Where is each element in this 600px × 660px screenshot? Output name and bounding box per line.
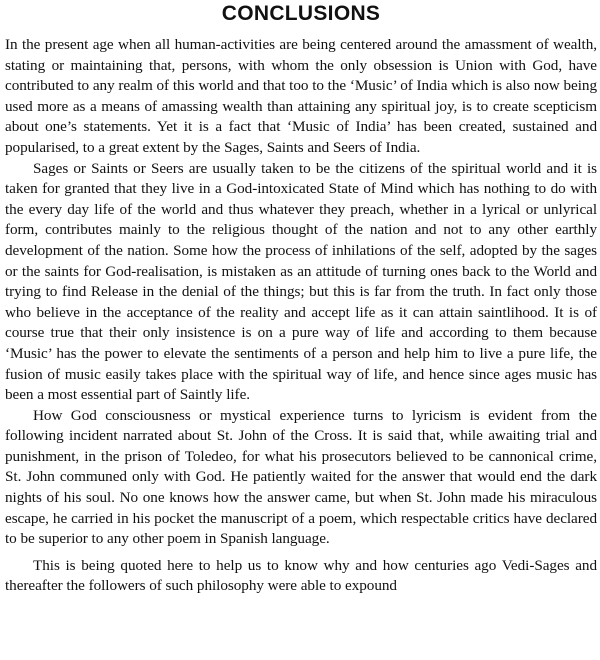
paragraph-4: This is being quoted here to help us to know why and how centuries ago Vedi-Sages and thereafter the followers of such philosophy were able to expound bbox=[5, 556, 597, 595]
paragraph-1: In the present age when all human-activities are being centered around the amassment of wealth, stating or maintaining that, persons, with whom the only obsession is Union with God, have contributed to any realm of this world and that too to the ‘Music’ of India which is also now being used more as a means of amassing wealth than attaining any spiritual joy, is to create scepticism about one’s statements. Yet it is a fact that ‘Music of India’ has been created, sustained and popularised, to a great extent by the Sages, Saints and Seers of India. bbox=[5, 36, 597, 156]
page-title: CONCLUSIONS bbox=[221, 2, 381, 25]
paragraph-3: How God consciousness or mystical experience turns to lyricism is evident from the following incident narrated about St. John of the Cross. It is said that, while awaiting trial and punishment, in the prison of Toledeo, for what his prosecutors believed to be cannonical crime, St. John communed only with God. He patiently waited for the answer that would end the dark nights of his soul. No one knows how the answer came, but when St. John made his miraculous escape, he carried in his pocket the manuscript of a poem, which respectable critics have declared to be superior to any other poem in Spanish language. bbox=[5, 406, 597, 548]
paragraph-2: Sages or Saints or Seers are usually taken to be the citizens of the spiritual world and it is taken for granted that they live in a God-intoxicated State of Mind which has nothing to do with the every day life of the world and thus whatever they preach, whether in a lyrical or unlyrical form, contributes mainly to the religious thought of the nation and not to any other earthly development of the nation. Some how the process of inhilations of the self, adopted by the sages or the saints for God-realisation, is mistaken as an attitude of turning ones back to the World and trying to find Release in the denial of the things; but this is far from the truth. In fact only those who believe in the acceptance of the reality and accept life as it can attain saintlihood. It is of course true that their only insistence is on a pure way of life and according to them because ‘Music’ has the power to elevate the sentiments of a person and help him to live a pure life, the fusion of music easily takes place with the spiritual way of life, and hence since ages music has been a most essential part of Saintly life. bbox=[5, 159, 597, 404]
